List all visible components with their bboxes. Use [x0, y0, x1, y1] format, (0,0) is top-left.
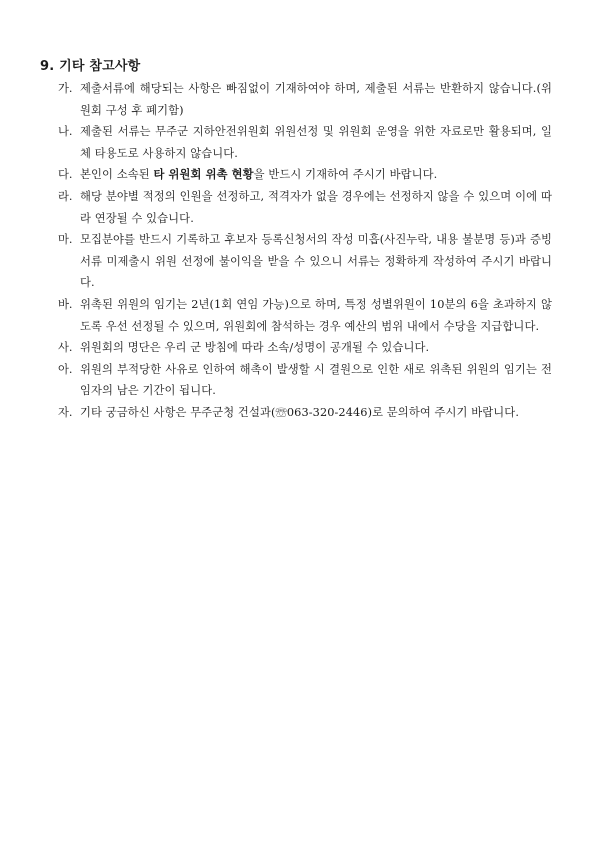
item-marker: 사.: [58, 341, 73, 355]
item-text: 해당 분야별 적정의 인원을 선정하고, 적격자가 없을 경우에는 선정하지 않을 수 있으며 이에 따라 연장될 수 있습니다.: [80, 189, 552, 225]
item-marker: 나.: [58, 125, 73, 139]
item-marker: 마.: [58, 233, 73, 247]
list-item: [58, 294, 552, 337]
item-text: 제출된 서류는 무주군 지하안전위원회 위원선정 및 위원회 운영을 위한 자료로만 활용되며, 일체 타용도로 사용하지 않습니다.: [80, 125, 552, 160]
list-item: [58, 186, 552, 229]
item-text-after: 을 반드시 기재하여 주시기 바랍니다.: [253, 168, 438, 182]
list-item: [58, 78, 552, 121]
item-marker: 바.: [58, 297, 73, 311]
item-text: [80, 164, 552, 186]
item-text: 기타 궁금하신 사항은 무주군청 건설과(☏063-320-2446)로 문의하여 주시기 바랍니다.: [80, 405, 520, 419]
item-marker: 라.: [58, 189, 73, 203]
item-marker: 가.: [58, 82, 73, 95]
item-marker: 자.: [58, 405, 73, 419]
item-text-before: 본인이 소속된: [80, 168, 154, 182]
list-item: [58, 359, 552, 402]
section-heading: 9. 기타 참고사항: [40, 59, 141, 74]
emphasized-text: 타 위원회 위촉 현황: [153, 168, 254, 182]
item-marker: 아.: [58, 362, 73, 376]
item-text: 위원의 부적당한 사유로 인하여 해촉이 발생할 시 결원으로 인한 새로 위촉된 위원의 임기는 전임자의 남은 기간이 됩니다.: [80, 362, 552, 398]
list-item: [58, 229, 552, 294]
item-text: 제출서류에 해당되는 사항은 빠짐없이 기재하여야 하며, 제출된 서류는 반환하지 않습니다.(위원회 구성 후 폐기함): [80, 82, 552, 117]
item-text: 위촉된 위원의 임기는 2년(1회 연임 가능)으로 하며, 특정 성별위원이 10분의 6을 초과하지 않도록 우선 선정될 수 있으며, 위원회에 참석하는 경우 예산의 범위 내에서 수당을 지급합니다.: [80, 297, 552, 333]
item-text: 위원회의 명단은 우리 군 방침에 따라 소속/성명이 공개될 수 있습니다.: [80, 341, 430, 355]
item-marker: 다.: [58, 168, 73, 182]
item-text: 모집분야를 반드시 기록하고 후보자 등록신청서의 작성 미흡(사진누락, 내용 불분명 등)과 증빙서류 미제출시 위원 선정에 불이익을 받을 수 있으니 서류는 정확하게 작성하여 주시기 바랍니다.: [80, 233, 552, 290]
list-item: [58, 337, 552, 359]
list-item: [58, 121, 552, 164]
list-item: [58, 402, 552, 424]
list-item: [58, 164, 552, 186]
notice-list: [58, 78, 552, 424]
